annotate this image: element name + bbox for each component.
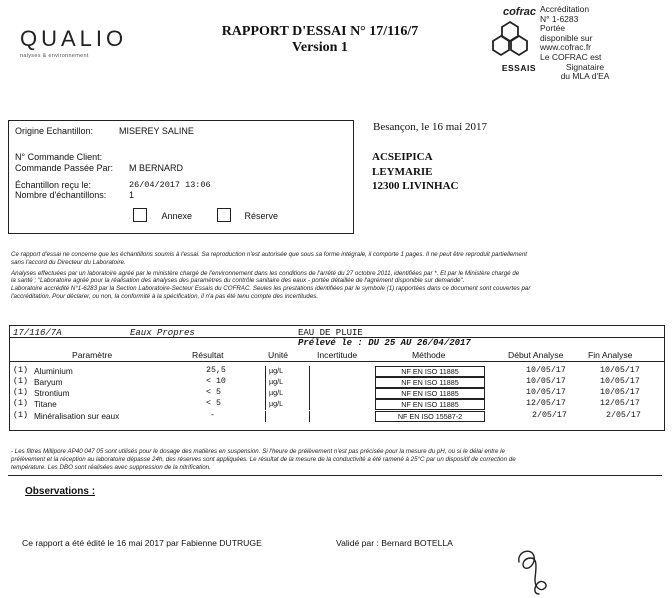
annexe-checkbox[interactable] [133,208,147,222]
report-number: RAPPORT D'ESSAI N° 17/116/7 [221,24,419,39]
results-table [9,325,665,431]
note-line: la santé ; "Laboratoire agréé pour la réalisation des analyses des paramètres du contrôle sanitaire des eaux - portée détaillée de l'agrément disponible sur demande". [11,277,465,285]
origin-label: Origine Echantillon: [15,126,94,136]
accreditation-line: Signataire [565,61,605,72]
row-start: 10/05/17 [526,377,566,386]
ordered-by-value: M BERNARD [129,163,184,173]
row-end: 10/05/17 [600,366,640,375]
row-method: NF EN ISO 11885 [375,399,485,410]
received-label: Échantillon reçu le: [15,180,92,190]
divider [8,475,662,476]
client-name: ACSEIPICA [372,151,433,163]
col-parametre: Paramètre [72,350,113,360]
reserve-checkbox[interactable] [217,208,231,222]
row-unit: µg/L [265,366,310,377]
accreditation-line: Le COFRAC est [540,51,602,62]
cofrac-essais: ESSAIS [501,63,536,73]
row-unit: µg/L [265,388,310,399]
row-start: 10/05/17 [526,366,566,375]
row-end: 10/05/17 [600,377,640,386]
client-line: 12300 LIVINHAC [372,180,459,192]
reserve-option[interactable] [217,206,278,224]
row-start: 10/05/17 [526,388,566,397]
accreditation-line: Accréditation [540,4,590,14]
signature-icon [505,544,555,596]
row-parameter: Minéralisation sur eaux [34,411,120,421]
accreditation-block [540,5,630,82]
row-unit: µg/L [265,399,310,410]
place-date: Besançon, le 16 mai 2017 [373,121,487,133]
row-result: 25,5 [206,366,226,375]
row-method: NF EN ISO 11885 [375,366,485,377]
qualio-logo [20,26,140,59]
accreditation-line: www.cofrac.fr [540,42,592,53]
row-result: < 5 [206,388,221,397]
accreditation-line: du MLA d'EA [560,71,610,82]
footnotes [11,448,653,471]
row-end: 10/05/17 [600,388,640,397]
client-order-label: N° Commande Client: [15,152,103,162]
col-fin: Fin Analyse [588,350,633,360]
observations-heading: Observations : [25,486,96,497]
origin-value: MISEREY SALINE [119,126,194,136]
row-flag: (1) [13,411,28,420]
accreditation-line: disponible sur [540,32,593,43]
sample-matrix: Eaux Propres [130,328,195,338]
footnote-line: température. Les DBO sont réalisées avec suppression de la nitrification. [11,463,211,471]
row-flag: (1) [13,399,28,408]
row-result: < 10 [206,377,226,386]
cofrac-hex-icon [484,18,536,58]
row-parameter: Aluminium [34,366,73,376]
row-unit: µg/L [265,377,310,388]
sample-description: EAU DE PLUIE [298,328,363,338]
accreditation-line: Portée [540,23,566,34]
report-title [200,24,440,56]
col-incertitude: Incertitude [317,350,358,360]
legal-notes [11,251,653,301]
edited-by: Ce rapport a été édité le 16 mai 2017 par Fabienne DUTRUGE [22,538,262,548]
cofrac-wordmark: cofrac [502,6,536,18]
footnote-line: - Les filtres Millipore AP40 047 05 sont utilisés pour le dosage des matières en suspension. Si l'heure de prélèvement n'est pas précisée pour la mesure du pH, ou si le délai entre le [11,448,505,455]
row-unit [265,411,310,422]
row-start: 2/05/17 [532,411,567,420]
report-version: Version 1 [292,40,348,55]
row-result: - [210,411,215,420]
note-line: Ce rapport d'essai ne concerne que les échantillons soumis à l'essai. Sa reproduction n'est autorisée que sous sa forme intégrale, il comporte 1 pages. Il ne peut être reproduit partiellement [11,251,528,258]
sample-info-box [8,120,354,234]
received-value: 26/04/2017 13:06 [129,180,211,190]
col-resultat: Résultat [192,350,224,360]
col-unite: Unité [268,350,289,360]
sampling-period: Prélevé le : DU 25 AU 26/04/2017 [298,338,471,348]
row-method: NF EN ISO 15587-2 [375,411,485,422]
col-debut: Début Analyse [508,350,564,360]
row-parameter: Baryum [34,377,63,387]
logo-tagline: nalyses & environnement [20,53,89,59]
sample-count-value: 1 [129,190,135,200]
ordered-by-label: Commande Passée Par: [15,163,114,173]
cofrac-logo [484,6,536,76]
row-end: 2/05/17 [606,411,641,420]
client-line: LEYMARIE [372,165,433,178]
sample-id: 17/116/7A [13,328,62,338]
sample-count-label: Nombre d'échantillons: [15,190,107,200]
annexe-label: Annexe [161,211,192,221]
row-start: 12/05/17 [526,399,566,408]
client-address [372,150,458,194]
row-result: < 5 [206,399,221,408]
validated-by: Validé par : Bernard BOTELLA [336,538,453,548]
row-end: 12/05/17 [600,399,640,408]
accreditation-line: N° 1-6283 [540,13,579,24]
row-flag: (1) [13,366,28,375]
reserve-label: Réserve [244,211,278,221]
row-method: NF EN ISO 11885 [375,377,485,388]
row-parameter: Titane [34,399,57,409]
col-methode: Méthode [412,350,446,360]
note-line: l'accréditation. Pour déclarer, ou non, la conformité à la spécification, il n'a pas été tenu compte des incertitudes. [11,292,319,300]
row-flag: (1) [13,377,28,386]
row-parameter: Strontium [34,388,70,398]
logo-wordmark: QUALIO [20,26,128,51]
row-method: NF EN ISO 11885 [375,388,485,399]
note-line: Analyses effectuées par un laboratoire agréé par le ministère chargé de l'environnement dans les conditions de l'arrêté du 27 octobre 2011, identifiées par *. Et par le Ministère chargé de [11,269,520,277]
footnote-line: prélèvement et la réception au laboratoire dépasse 24h, des réserves sont appliquées. Le résultat de la mesure de la conductivité a été ramené à 25°C par un dispositif de correction de [11,455,516,463]
annexe-option[interactable] [133,206,192,224]
row-flag: (1) [13,388,28,397]
note-line: Laboratoire accrédité N°1-6283 par la Section Laboratoire-Secteur Essais du COFRAC. Seules les prestations identifiées par le symbole (1) rapportées dans ce document sont couvertes par [11,285,531,293]
note-line: sans l'accord du Directeur du Laboratoire. [11,258,126,266]
